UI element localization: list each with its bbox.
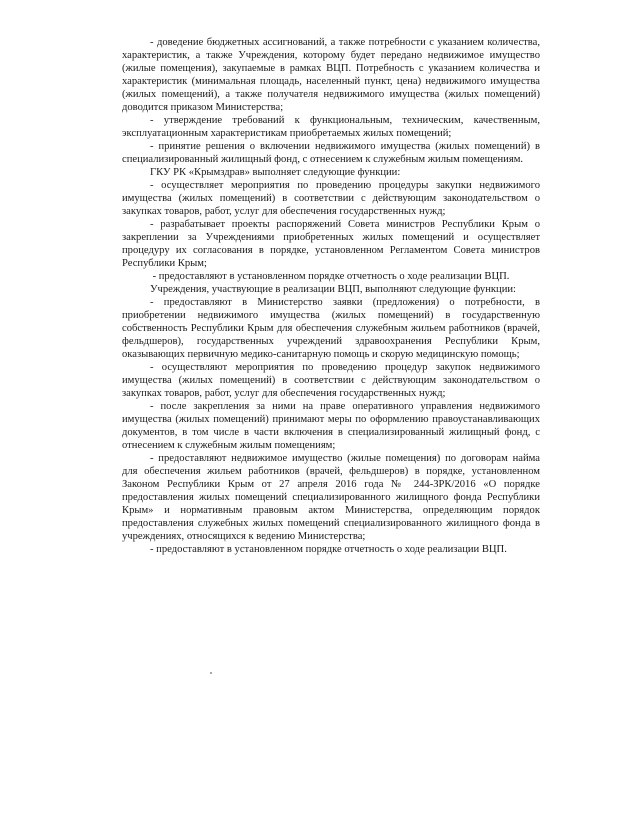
paragraph-include-in-fund: - принятие решения о включении недвижимого имущества (жилых помещений) в специализированный жилищный фонд, с отнесением к служебным жилым помещениям. — [122, 141, 540, 165]
paragraph-procurement-institutions: - осуществляют мероприятия по проведению процедур закупок недвижимого имущества (жилых помещений) в соответствии с действующим законодательством о закупках товаров, работ, услуг для обеспечения государственных нужд; — [122, 362, 540, 399]
paragraph-krymzdrav-functions-heading: ГКУ РК «Крымздрав» выполняет следующие функции: — [150, 167, 401, 178]
paragraph-procurement-procedure: - осуществляет мероприятия по проведению процедуры закупки недвижимого имущества (жилых помещений) в соответствии с действующим законодательством о закупках товаров, работ, услуг для обеспечения государственных нужд; — [122, 180, 540, 217]
paragraph-draft-orders: - разрабатывает проекты распоряжений Совета министров Республики Крым о закреплении за Учреждениями приобретенных жилых помещений и осуществляет процедуру их согласования в порядке, установленном Регламентом Совета министров Республики Крым; — [122, 219, 540, 269]
paragraph-reporting-institutions: - предоставляют в установленном порядке отчетность о ходе реализации ВЦП. — [150, 544, 507, 555]
paragraph-register-documents: - после закрепления за ними на праве оперативного управления недвижимого имущества (жилых помещений) принимают меры по оформлению правоустанавливающих документов, в том числе в части включения в специализированный жилищный фонд, с отнесением к служебным жилым помещениям; — [122, 401, 540, 451]
scan-artifact-dot — [210, 672, 212, 674]
paragraph-approve-requirements: - утверждение требований к функциональным, техническим, качественным, эксплуатационным характеристикам приобретаемых жилых помещений; — [122, 115, 540, 139]
paragraph-reporting-krymzdrav: - предоставляют в установленном порядке отчетность о ходе реализации ВЦП. — [152, 271, 510, 282]
paragraph-institutions-functions-heading: Учреждения, участвующие в реализации ВЦП, выполняют следующие функции: — [150, 284, 516, 295]
paragraph-budget-allocation: - доведение бюджетных ассигнований, а также потребности с указанием количества, характеристик, а также Учреждения, которому будет передано недвижимое имущество (жилые помещения), закупаемые в рамках ВЦП. Потребность с указанием количества и характеристик (минимальная площадь, населенный пункт, цена) недвижимого имущества (жилых помещений), а также получателя недвижимого имущества (жилых помещений) доводится приказом Министерства; — [122, 37, 540, 113]
paragraph-submit-requests: - предоставляют в Министерство заявки (предложения) о потребности, в приобретении недвижимого имущества (жилых помещений) в государственную собственность Республики Крым для обеспечения служебным жильем работников (врачей, фельдшеров), государственных учреждений здравоохранения Республики Крым, оказывающих первичную медико-санитарную помощь и скорую медицинскую помощь; — [122, 297, 540, 360]
paragraph-rental-agreements: - предоставляют недвижимое имущество (жилые помещения) по договорам найма для обеспечения жильем работников (врачей, фельдшеров) в порядке, установленном Законом Республики Крым от 27 апреля 2016 года № 244-ЗРК/2016 «О порядке предоставления жилых помещений специализированного жилищного фонда Республики Крым» и нормативным правовым актом Министерства, определяющим порядок предоставления служебных жилых помещений специализированного жилищного фонда в учреждениях, относящихся к ведению Министерства; — [122, 453, 540, 542]
document-body — [122, 36, 540, 556]
